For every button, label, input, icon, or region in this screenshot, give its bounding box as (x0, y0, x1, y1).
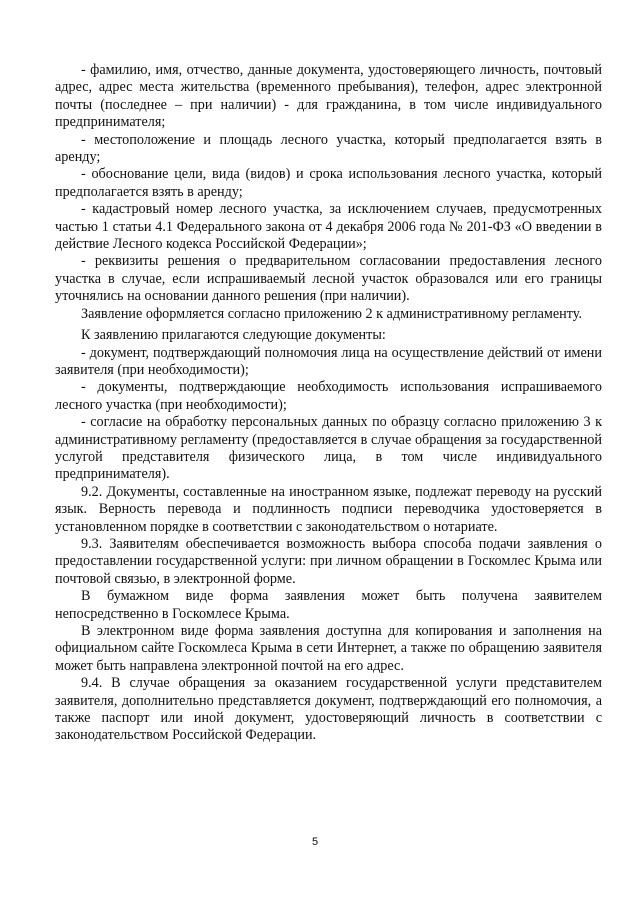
paragraph-cadastral-number: - кадастровый номер лесного участка, за исключением случаев, предусмотренных частью 1 статьи 4.1 Федерального закона от 4 декабря 2006 года № 201-ФЗ «О введении в действие Лесного кодекса Российской Федерации»; (55, 201, 602, 253)
paragraph-personal-data-consent: - согласие на обработку персональных данных по образцу согласно приложению 3 к административному регламенту (предоставляется в случае обращения за государственной услугой представителя физического лица, в том числе индивидуального предпринимателя). (55, 414, 602, 483)
paragraph-necessity-documents: - документы, подтверждающие необходимость использования испрашиваемого лесного участка (при необходимости); (55, 379, 602, 413)
paragraph-electronic-form: В электронном виде форма заявления доступна для копирования и заполнения на официальном сайте Госкомлеса Крыма в сети Интернет, а также по обращению заявителя может быть направлена электронной почтой на его адрес. (55, 623, 602, 674)
page-number: 5 (312, 836, 319, 848)
paragraph-preliminary-decision: - реквизиты решения о предварительном согласовании предоставления лесного участка в случае, если испрашиваемый лесной участок образовался или его границы уточнялись на основании данного решения (при наличии). (55, 253, 602, 305)
paragraph-purpose-justification: - обоснование цели, вида (видов) и срока использования лесного участка, который предполагается взять в аренду; (55, 166, 602, 200)
paragraph-section-9-4: 9.4. В случае обращения за оказанием государственной услуги представителем заявителя, дополнительно представляется документ, подтверждающий его полномочия, а также паспорт или иной документ, удостоверяющий личность в соответствии с законодательством Российской Федерации. (55, 675, 602, 744)
paragraph-authority-document: - документ, подтверждающий полномочия лица на осуществление действий от имени заявителя (при необходимости); (55, 344, 602, 378)
paragraph-application-form: Заявление оформляется согласно приложению 2 к административному регламенту. (81, 305, 583, 322)
paragraph-applicant-details: - фамилию, имя, отчество, данные документа, удостоверяющего личность, почтовый адрес, адрес места жительства (временного пребывания), телефон, адрес электронной почты (последнее – при наличии) - для гражданина, в том числе индивидуального предпринимателя; (55, 62, 602, 131)
paragraph-paper-form: В бумажном виде форма заявления может быть получена заявителем непосредственно в Госкомлесе Крыма. (55, 588, 602, 622)
paragraph-plot-location: - местоположение и площадь лесного участка, который предполагается взять в аренду; (55, 131, 602, 166)
paragraph-attached-docs-heading: К заявлению прилагаются следующие документы: (81, 327, 386, 344)
document-body (55, 62, 602, 745)
paragraph-section-9-3: 9.3. Заявителям обеспечивается возможность выбора способа подачи заявления о предоставлении государственной услуги: при личном обращении в Госкомлес Крыма или почтовой связью, в электронной форме. (55, 535, 602, 587)
paragraph-section-9-2: 9.2. Документы, составленные на иностранном языке, подлежат переводу на русский язык. Верность перевода и подлинность подписи переводчика удостоверяется в установленном порядке в соответствии с законодательством о нотариате. (55, 483, 602, 535)
